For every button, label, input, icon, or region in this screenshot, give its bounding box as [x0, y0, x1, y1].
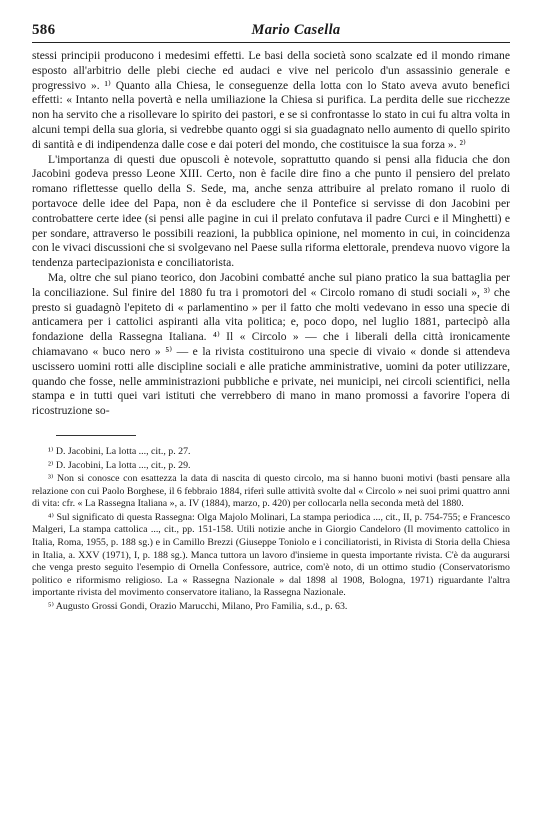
footnote: ⁵⁾ Augusto Grossi Gondi, Orazio Marucchi, Milano, Pro Familia, s.d., p. 63.	[48, 601, 348, 613]
body-paragraph: L'importanza di questi due opuscoli è notevole, soprattutto quando si pensi alla fiducia che don Jacobini godeva presso Leone XIII. Certo, non è facile dire fino a che punto il pensiero del prelato romano riflettesse quello della S. Sede, ma, anche senza attribuire al prelato romano il ruolo di portavoce delle idee del Papa, non è da escludere che il Pontefice si servisse di don Jacobini per controbattere certe idee (si pensi alle pagine in cui il prelato confutava il padre Curci e il Minghetti) e per sondare, attraverso le possibili reazioni, la pubblica opinione, nel momento in cui, in coincidenza con le vivaci discussioni che si svolgevano nel Paese sulla riforma elettorale, prendeva nuovo vigore la tendenza partecipazionista e conciliatorista.	[32, 152, 510, 270]
footnote: ¹⁾ D. Jacobini, La lotta ..., cit., p. 27.	[48, 445, 191, 457]
body-paragraph: Ma, oltre che sul piano teorico, don Jacobini combatté anche sul piano pratico la sua battaglia per la conciliazione. Sul finire del 1880 fu tra i promotori del « Circolo romano di studi sociali », ³⁾ che presto si guadagnò l'epiteto di « parlamentino » per il fatto che molti vedevano in esso una specie di anticamera per i cattolici aspiranti alla vita politica; e, poco dopo, nel luglio 1881, partecipò alla fondazione della Rassegna Italiana. ⁴⁾ Il « Circolo » — che i liberali della città ironicamente chiamavano « buco nero » ⁵⁾ — e la rivista costituirono una specie di vivaio « donde si attendeva uscissero uomini rotti alle discipline sociali e alle pratiche amministrative, uomini da poter utilizzare, quando che fosse, nelle amministrazioni pubbliche e private, nei municipi, nei circoli scientifici, nella stampa e in tutti quei vari istituti che verrebbero di mano in mano promossi a favorire l'opera di ricostruzione so-	[32, 270, 510, 418]
footnote: ²⁾ D. Jacobini, La lotta ..., cit., p. 29.	[48, 459, 191, 471]
body-paragraph: stessi principii producono i medesimi effetti. Le basi della società sono scalzate ed il mondo rimane esposto all'arbitrio delle plebi cieche ed audaci e vive nel pericolo d'un assassinio generale e progressivo ». ¹⁾ Quanto alla Chiesa, le conseguenze della lotta con lo Stato aveva avuto benefici effetti: « Intanto nella povertà e nella umiliazione la Chiesa si purifica. La perdita delle sue ricchezze non ha servito che a risollevare lo spirito dei pastori, e se si confrontasse lo stato in cui fu altra volta in alcuni tempi della sua gloria, si vedrebbe quanto oggi si sia guadagnato nello aumento di quello spirito di santità e di indipendenza dalle cose e dai poteri del mondo, che costituisce la sua forza ». ²⁾	[32, 49, 510, 151]
main-text	[32, 49, 510, 419]
running-header	[32, 22, 510, 43]
footnote: ⁴⁾ Sul significato di questa Rassegna: Olga Majolo Molinari, La stampa periodica ..., cit., II, p. 754-755; e Francesco Malgeri, La stampa cattolica ..., cit., pp. 151-158. Utili notizie anche in Giorgio Candeloro (Il movimento cattolico in Italia, Roma, 1955, p. 188 sg.) e in Camillo Brezzi (Giuseppe Toniolo e i conciliatoristi, in Rivista di Storia della Chiesa in Italia, a. XXV (1971), I, p. 188 sg.). Manca tuttora un lavoro d'insieme in questa importante rivista. C'è da augurarsi che venga presto seguito l'esempio di Ornella Confessore, autrice, com'è noto, di un ottimo studio (Conservatorismo politico e riformismo religioso. La « Rassegna Nazionale » dal 1898 al 1908, Bologna, 1971) riguardante l'altra importante rivista del movimento conservatore italiano, la Rassegna Nazionale.	[32, 511, 510, 599]
footnote-separator	[56, 435, 136, 436]
page-number: 586	[32, 22, 56, 38]
footnote: ³⁾ Non si conosce con esattezza la data di nascita di questo circolo, ma si hanno buoni motivi (basti pensare alla relazione con cui Paolo Borghese, il 6 febbraio 1884, riferì sulle attività svolte dal « Circolo » nei suoi primi quattro anni di vita: cfr. « La Rassegna Italiana », a. IV (1884), marzo, p. 420) per collocarla nella seconda metà del 1880.	[32, 473, 510, 510]
footnotes	[32, 446, 510, 614]
running-title: Mario Casella	[251, 22, 341, 38]
